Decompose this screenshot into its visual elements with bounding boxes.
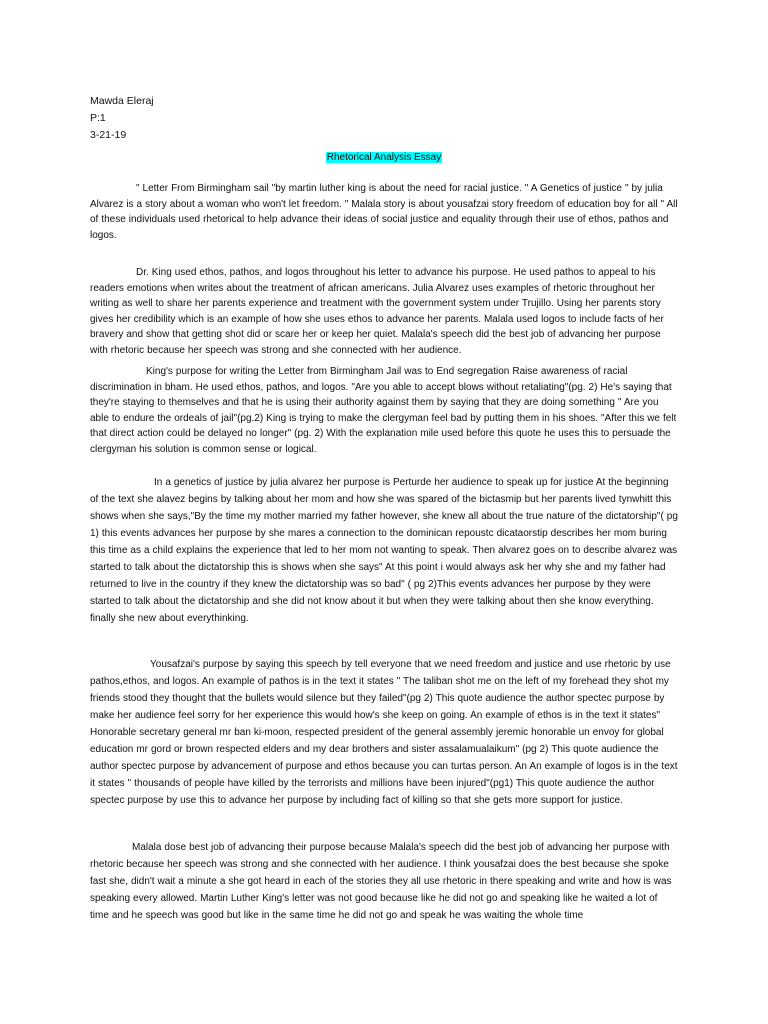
essay-title: Rhetorical Analysis Essay xyxy=(326,152,442,163)
paragraph-king: King's purpose for writing the Letter from Birmingham Jail was to End segregation Raise awareness of racial discrimination in bham. He used ethos, pathos, and logos. "Are you able to accept blows without retaliating"(pg. 2) He's saying that they're staying to themselves and that he is using their authority against them by saying that they are doing something " Are you able to endure the ordeals of jail"(pg.2) King is trying to make the clergyman feel bad by putting them in his shoes. "After this we felt that direct action could be delayed no longer" (pg. 2) With the explanation mile used before this quote he uses this to persuade the clergyman his solution is common sense or logical. xyxy=(90,366,677,455)
paragraph-intro: " Letter From Birmingham sail "by martin luther king is about the need for racial justice. " A Genetics of justice " by julia Alvarez is a story about a woman who won't let freedom. " Malala story is about yousafzai story freedom of education boy for all " All of these individuals used rhetorical to help advance their ideas of social justice and equality through their use of ethos, pathos and logos. xyxy=(90,183,678,241)
student-name: Mawda Eleraj xyxy=(90,95,154,107)
paragraph-conclusion: Malala dose best job of advancing their purpose because Malala's speech did the best job of advancing her purpose with rhetoric because her speech was strong and she connected with her audience. I think yousafzai does the best because she spoke fast she, didn't wait a minute a she got heard in each of the stories they all use rhetoric in there speaking and write and how is was speaking every allowed. Martin Luther King's letter was not good because like he did not go and speaking like he waited a lot of time and he speech was good but like in the same time he did not go and speak he was waiting the whole time xyxy=(90,842,672,921)
student-header xyxy=(90,93,154,144)
essay-date: 3-21-19 xyxy=(90,129,127,141)
title-line xyxy=(0,151,768,164)
class-period: P:1 xyxy=(90,112,106,124)
paragraph-thesis: Dr. King used ethos, pathos, and logos throughout his letter to advance his purpose. He used pathos to appeal to his readers emotions when writes about the treatment of african americans. Julia Alvarez uses examples of rhetoric throughout her writing as well to share her parents experience and treatment with the government system under Trujillo. Using her parents story gives her credibility which is an example of how she uses ethos to advance her parents. Malala used logos to include facts of her bravery and show that getting shot did or scare her or keep her quiet. Malala's speech did the best job of advancing her purpose with rhetoric because her speech was strong and she connected with her audience. xyxy=(90,267,664,356)
paragraph-yousafzai: Yousafzai's purpose by saying this speech by tell everyone that we need freedom and justice and use rhetoric by use pathos,ethos, and logos. An example of pathos is in the text it states " The taliban shot me on the left of my forehead they shot my friends stood they thought that the bullets would silence but they failed"(pg 2) This quote audience the author spectec purpose by make her audience feel sorry for her experience this would how's she keep on going. An example of ethos is in the text it states" Honorable secretary general mr ban ki-moon, respected president of the general assembly jeremic honorable un envoy for global education mr gord or brown respected elders and my dear brothers and sister assalamualaikum" (pg 2) This quote audience the author spectec purpose by advancement of purpose and ethos because you can turtas person. An An example of logos is in the text it states " thousands of people have killed by the terrorists and millions have been injured"(pg1) This quote audience the author spectec purpose by use this to advance her purpose by including fact of killing so that she gets more support for justice. xyxy=(90,659,678,806)
paragraph-alvarez: In a genetics of justice by julia alvarez her purpose is Perturde her audience to speak up for justice At the beginning of the text she alavez begins by talking about her mom and how she was spared of the bictasmip but her parents lived tynwhitt this shows when she says,"By the time my mother married my father however, she knew all about the true nature of the dictatorship"( pg 1) this events advances her purpose by she mares a connection to the dominican repoustc dicataorstip describes her mom buring this time as a child explains the experience that led to her mom not wanting to speak. Then alvarez goes on to describe alvarez was started to talk about the dictatorship this is shows when she says" At this point i would always ask her why she and my father had returned to live in the country if they knew the dictatorship was so bad" ( pg 2)This events advances her purpose by they were started to talk about the dictatorship and she did not know about it but when they were talking about then she know everything. finally she new about everythinking. xyxy=(90,477,678,624)
